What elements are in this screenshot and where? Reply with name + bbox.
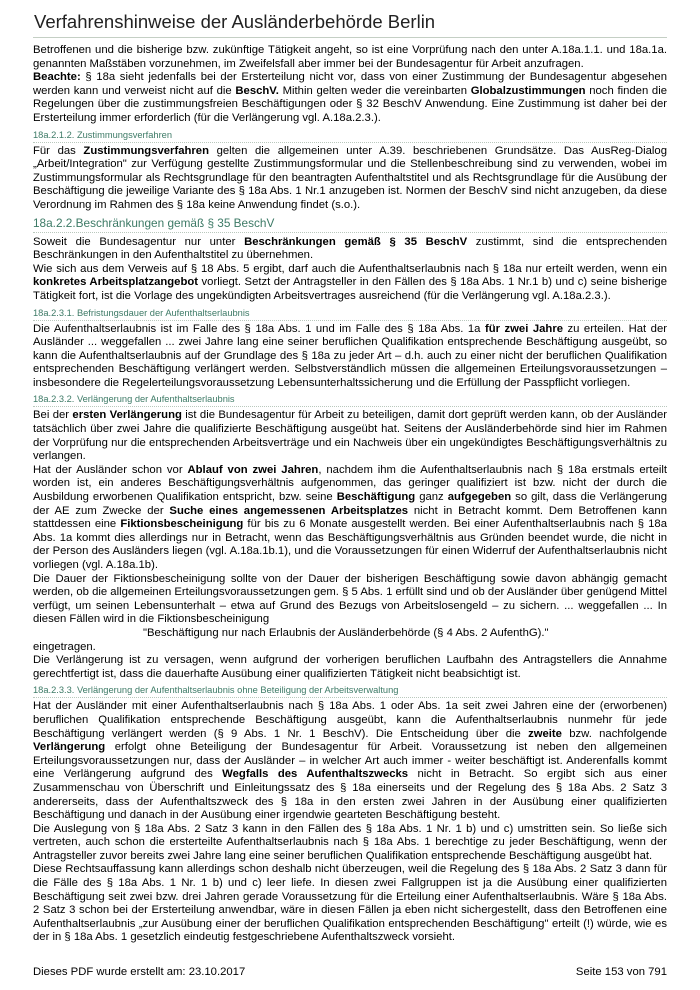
text-run: Wie sich aus dem Verweis auf § 18 Abs. 5 ergibt, darf auch die Aufenthaltserlaubnis nach § 18a nur erteilt werden, wenn ein	[33, 262, 667, 275]
bold-text: Wegfalls des Aufenthaltszwecks	[222, 768, 409, 781]
page-footer	[33, 966, 667, 978]
bold-text: Globalzustimmungen	[470, 84, 586, 97]
bold-text: für zwei Jahre	[484, 322, 563, 335]
text-run: nicht in Betracht. So ergibt sich aus einer Zusammenschau von Überschrift und Einleitungssatz des § 18a einerseits und der Regelung des § 18a Abs. 2 Satz 3 andererseits, dass der Aufenthaltszweck des § 18a in den ersten zwei Jahren in der Ausübung einer qualifizierten Beschäftigung und danach in der Ausübung einer irgendwie gearteten Beschäftigung besteht.	[33, 768, 667, 822]
paragraph	[33, 409, 667, 463]
text-run: , nachdem ihm die Aufenthaltserlaubnis nach § 18a erstmals erteilt worden ist, ein anderes Beschäftigungsverhältnis aufgenommen, das geringer qualifiziert ist bzw. nicht der durch die Ausbildung erworbenen Qualifikation entspricht, bzw. seine	[33, 463, 668, 504]
paragraph	[33, 145, 667, 213]
text-run: so gilt, dass die Verlängerung der AE zum Zwecke der	[33, 491, 667, 517]
text-run: Für das	[33, 144, 84, 157]
text-run: Die Aufenthaltserlaubnis ist im Falle des § 18a Abs. 1 und im Falle des § 18a Abs. 1a	[33, 322, 485, 335]
text-run: Die Dauer der Fiktionsbescheinigung sollte von der Dauer der bisherigen Beschäftigung sowie davon abhängig gemacht werden, ob die allgemeinen Erteilungsvoraussetzungen gem. § 5 Abs. 1 erfüllt sind und ob der Ausländer über genügend Mittel verfügt, um seinen Lebensunterhalt – etwa auf Grund des Bezugs von Arbeitslosengeld – zu sichern. ... weggefallen ... In diesen Fällen wird in die Fiktionsbescheinigung	[33, 572, 667, 626]
text-run: Hat der Ausländer mit einer Aufenthaltserlaubnis nach § 18a Abs. 1 oder Abs. 1a seit zwei Jahren eine der (erworbenen) beruflichen Qualifikation entsprechende Beschäftigung ausgeübt, kann die Aufenthaltserlaubnis nunmehr für jede Beschäftigung verlängert werden (§ 9 Abs. 1 Nr. 1 BeschV). Die Entscheidung über die	[33, 700, 667, 740]
text-run: gelten die allgemeinen unter A.39. beschriebenen Grundsätze. Das AusReg-Dialog „Arbeit/Integration" zur Verfügung gestellte Zustimmungsformular und die Stellenbeschreibung sind zu verwenden, wobei im Zustimmungsformular als Rechtsgrundlage für den beantragten Aufenthaltstitel und als Rechtsgrundlage für die Ausübung der Beschäftigung die jeweilige Variante des § 18a Abs. 1 Nr.1 anzugeben ist. Normen der BeschV sind nicht anzugeben, da diese Verordnung im Rahmen des § 18a keine Anwendung findet (s.o.).	[33, 144, 667, 211]
text-run: noch finden die Regelungen über die zustimmungsfreien Beschäftigungen oder § 32 BeschV Anwendung. Eine Zustimmung ist daher bei der Ersterteilung immer erforderlich (für die Verlängerung vgl. A.18a.2.3.).	[33, 84, 667, 124]
text-run: vorliegt. Setzt der Antragsteller in den Fällen des § 18a Abs. 1 Nr.1 b) und c) seine bisherige Tätigkeit fort, ist die Vorlage des ungekündigten Arbeitsvertrages ausreichend (für die Verlängerung vgl. A.18a.2.3.).	[33, 276, 667, 302]
paragraph	[33, 236, 667, 263]
text-run: nicht in Betracht kommt. Dem Betroffenen kann stattdessen eine	[33, 504, 668, 531]
bold-text: ersten Verlängerung	[72, 409, 182, 422]
bold-text: Suche eines angemessenen Arbeitsplatzes	[169, 504, 409, 517]
text-run: Bei der	[33, 409, 73, 422]
paragraph	[33, 641, 667, 655]
paragraph	[33, 863, 667, 945]
text-run: ist die Bundesagentur für Arbeit zu beteiligen, damit dort geprüft werden kann, ob der Ausländer tatsächlich über zwei Jahre die qualifizierte Beschäftigung ausgeübt hat. Seitens der Ausländerbehörde sind hier im Rahmen der Vorprüfung nur die entsprechenden Arbeitsverträge und ein Nachweis über ein ungekündigtes Beschäftigungsverhältnis zu verlangen.	[33, 409, 668, 463]
bold-text: Verlängerung	[33, 741, 106, 754]
paragraph	[33, 464, 667, 573]
text-run: ganz	[415, 491, 448, 504]
section-heading: 18a.2.3.2. Verlängerung der Aufenthaltserlaubnis	[33, 393, 667, 407]
text-run: zustimmt, sind die entsprechenden Beschränkungen in den Aufenthaltstitel zu übernehmen.	[33, 235, 667, 262]
text-run: Hat der Ausländer schon vor	[33, 463, 188, 476]
text-run: Betroffenen und die bisherige bzw. zukünftige Tätigkeit angeht, so ist eine Vorprüfung nach den unter A.18a.1.1. und 18a.1a. genannten Maßstäben vorzunehmen, im Zweifelsfall aber immer bei der Bundesagentur für Arbeit anzufragen.	[33, 44, 667, 70]
page-title: Verfahrenshinweise der Ausländerbehörde Berlin	[34, 11, 436, 32]
paragraph	[33, 823, 667, 864]
text-run: Diese Rechtsauffassung kann allerdings schon deshalb nicht überzeugen, weil die Regelung des § 18a Abs. 2 Satz 3 dann für die Fälle des § 18a Abs. 1 Nr. 1 b) und c) leer liefe. In diesen zwei Fallgruppen ist ja die Ausübung einer qualifizierten Beschäftigung seit zwei bzw. drei Jahren gerade Voraussetzung für die Erteilung einer Aufenthaltserlaubnis. Wäre § 18a Abs. 2 Satz 3 schon bei der Ersterteilung anwendbar, wäre in diesen Fällen ja eben nicht sichergestellt, dass den Betroffenen eine Aufenthaltserlaubnis „zur Ausübung einer der beruflichen Qualifikation entsprechenden Beschäftigung" erteilt (!) würde, wie es der in § 18a Abs. 1 gesetzlich eindeutig festgeschriebene Aufenthaltszweck vorsieht.	[33, 863, 667, 944]
text-run: zu erteilen. Hat der Ausländer ... weggefallen ... zwei Jahre lang eine seiner beruflichen Qualifikation entsprechende Beschäftigung ausgeübt, so kann die Aufenthaltserlaubnis auf der Grundlage des § 18a zu jeder Art – d.h. auch zu einer nicht der beruflichen Qualifikation entsprechenden Beschäftigung verlängert werden. Selbstverständlich müssen die allgemeinen Erteilungsvoraussetzungen – insbesondere die Regelerteilungsvoraussetzung Lebensunterhaltssicherung und die Erfüllung der Passpflicht vorliegen.	[33, 322, 667, 389]
text-run: Die Verlängerung ist zu versagen, wenn aufgrund der vorherigen beruflichen Laufbahn des Antragstellers die Annahme gerechtfertigt ist, dass die dauerhafte Ausübung einer qualifizierten Tätigkeit nicht beabsichtigt ist.	[33, 654, 667, 680]
bold-text: zweite	[528, 727, 562, 740]
quoted-entry	[33, 627, 667, 641]
section-heading: 18a.2.2.Beschränkungen gemäß § 35 BeschV	[33, 216, 667, 233]
bold-text: Beschäftigung	[336, 491, 416, 504]
paragraph	[33, 654, 667, 681]
bold-text: Beachte:	[33, 71, 81, 84]
footer-page-number: Seite 153 von 791	[575, 966, 667, 978]
paragraph	[33, 263, 667, 304]
bold-text: Fiktionsbescheinigung	[120, 518, 244, 531]
document-body	[33, 44, 667, 945]
text-run: § 18a sieht jedenfalls bei der Ersterteilung nicht vor, dass von einer Zustimmung der Bundesagentur abgesehen werden kann und verweist nicht auf die	[33, 71, 667, 97]
section-heading: 18a.2.3.1. Befristungsdauer der Aufenthaltserlaubnis	[33, 307, 667, 321]
bold-text: Beschränkungen gemäß § 35 BeschV	[244, 235, 468, 248]
bold-text: Ablauf von zwei Jahren	[187, 463, 319, 476]
text-run: eingetragen.	[33, 640, 96, 653]
text-run: Mithin gelten weder die vereinbarten	[278, 84, 471, 97]
paragraph	[33, 323, 667, 391]
section-heading: 18a.2.1.2. Zustimmungsverfahren	[33, 129, 667, 143]
bold-text: BeschV.	[235, 84, 279, 97]
bold-text: konkretes Arbeitsplatzangebot	[33, 276, 199, 289]
title-divider	[33, 37, 667, 38]
paragraph	[33, 573, 667, 627]
paragraph	[33, 44, 667, 71]
text-run: Soweit die Bundesagentur nur unter	[33, 235, 245, 248]
bold-text: aufgegeben	[447, 491, 512, 504]
bold-text: Zustimmungsverfahren	[83, 144, 209, 157]
text-run: für bis zu 6 Monate ausgestellt werden. Bei einer Aufenthaltserlaubnis nach § 18a Abs. 1a kommt dies allerdings nur in Betracht, wenn das Beschäftigungsverhältnis aus Gründen beendet wurde, die nicht in der Person des Ausländers liegen (vgl. A.18a.1b.1), und die Voraussetzungen für einen Widerruf der Aufenthaltserlaubnis nicht vorliegen (vgl. A.18a.1b).	[33, 518, 667, 571]
paragraph	[33, 71, 667, 125]
text-run: "Beschäftigung nur nach Erlaubnis der Ausländerbehörde (§ 4 Abs. 2 AufenthG)."	[143, 626, 549, 639]
text-run: bzw. nachfolgende	[561, 727, 667, 740]
section-heading: 18a.2.3.3. Verlängerung der Aufenthaltserlaubnis ohne Beteiligung der Arbeitsverwaltung	[33, 684, 667, 698]
text-run: erfolgt ohne Beteiligung der Bundesagentur für Arbeit. Voraussetzung ist neben den allgemeinen Erteilungsvoraussetzungen nur, dass der Ausländer – in welcher Art auch immer - weiter beschäftigt ist. Anderenfalls kommt eine Verlängerung aufgrund des	[33, 741, 667, 781]
paragraph	[33, 700, 667, 822]
text-run: Die Auslegung von § 18a Abs. 2 Satz 3 kann in den Fällen des § 18a Abs. 1 Nr. 1 b) und c) umstritten sein. So ließe sich vertreten, auch schon die ersterteilte Aufenthaltserlaubnis nach § 18a Abs. 1 berechtige zu jeder Beschäftigung, wenn der Antragsteller zuvor bereits zwei Jahre lang eine seiner beruflichen Qualifikation entsprechende Beschäftigung ausgeübt hat.	[33, 822, 667, 862]
footer-created-date: Dieses PDF wurde erstellt am: 23.10.2017	[33, 966, 246, 978]
